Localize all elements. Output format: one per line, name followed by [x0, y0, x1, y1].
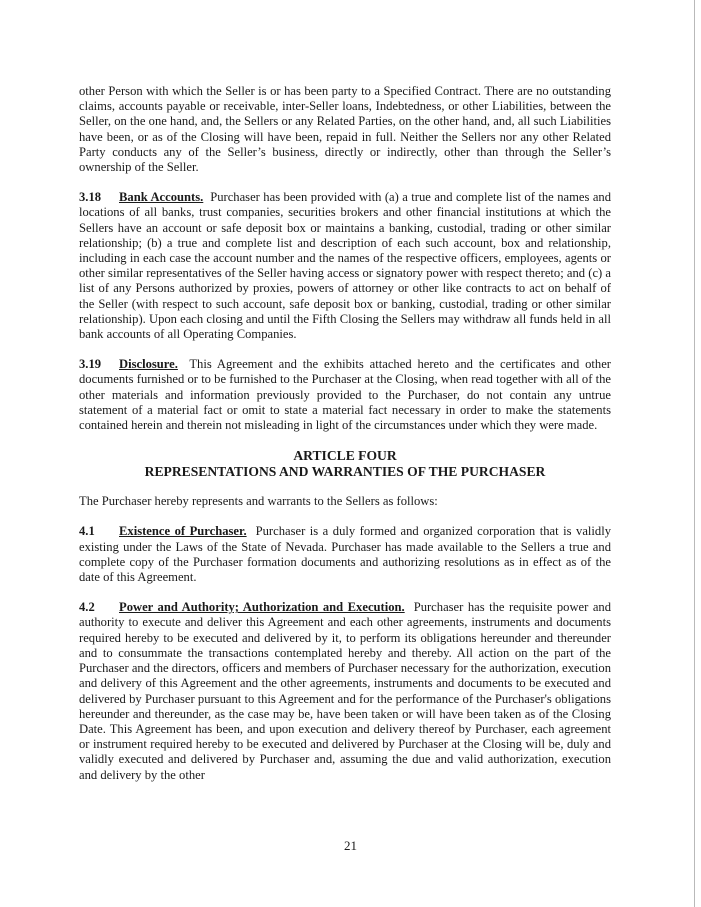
section-body: This Agreement and the exhibits attached hereto and the certificates and other documents furnished or to be furnished to the Purchaser at the Closing, when read together with all of the other materials and information previously provided to the Purchaser, do not contain any untrue statement of a material fact or omit to state a material fact necessary in order to make the statements contained herein and therein not misleading in light of the circumstances under which they were made.: [79, 357, 611, 433]
section-number: 3.19: [79, 357, 102, 372]
section-body: Purchaser has been provided with (a) a true and complete list of the names and locations of all banks, trust companies, securities brokers and other financial institutions at which the Sellers have an account or safe deposit box or maintains a banking, custodial, trading or other similar relationship; (b) a true and complete list and description of each such account, box and relationship, including in each case the account number and the names of the respective officers, employees, agents or other similar representatives of the Seller having access or signatory power with respect thereto; and (c) a list of any Persons authorized by proxies, powers of attorney or other like contracts to act on behalf of the Seller (with respect to such account, safe deposit box or banking, custodial, trading or other similar relationship). Upon each closing and until the Fifth Closing the Sellers may withdraw all funds held in all bank accounts of all Operating Companies.: [79, 190, 612, 342]
section-4-2: [79, 600, 611, 782]
section-body: Purchaser has the requisite power and authority to execute and deliver this Agreement and each other agreements, instruments and documents required hereby to be executed and delivered by it, to perform its obligations hereunder and thereunder and to consummate the transactions contemplated hereby and thereby. All action on the part of the Purchaser and the directors, officers and members of Purchaser necessary for the authorization, execution and delivery of this Agreement and the other agreements, instruments and documents to be executed and delivered by Purchaser pursuant to this Agreement and for the performance of the Purchaser's obligations hereunder and thereunder, as the case may be, have been taken or will have been taken as of the Closing Date. This Agreement has been, and upon execution and delivery thereof by Purchaser, each agreement or instrument required hereby to be executed and delivered by Purchaser at the Closing will be, duly and validly executed and delivered by Purchaser and, assuming the due and valid authorization, execution and delivery by the other: [79, 600, 612, 782]
section-heading: Bank Accounts.: [119, 190, 204, 205]
document-page: [79, 84, 611, 798]
section-number: 4.1: [79, 524, 95, 539]
paragraph-continued: other Person with which the Seller is or has been party to a Specified Contract. There are no outstanding claims, accounts payable or receivable, inter-Seller loans, Indebtedness, or other Liabilities, between the Seller, on the one hand, and, the Sellers or any Related Parties, on the other hand, and, all such Liabilities have been, or as of the Closing will have been, repaid in full. Neither the Sellers nor any other Related Party conducts any of the Seller’s business, directly or indirectly, other than through the Seller’s ownership of the Seller.: [79, 84, 611, 175]
article-subtitle: REPRESENTATIONS AND WARRANTIES OF THE PURCHASER: [144, 464, 546, 480]
section-heading: Existence of Purchaser.: [119, 524, 247, 539]
section-number: 3.18: [79, 190, 102, 205]
section-heading: Disclosure.: [119, 357, 178, 372]
page-number: 21: [344, 838, 357, 853]
section-3-19: [79, 357, 611, 433]
article-heading: [79, 448, 611, 480]
article-intro: The Purchaser hereby represents and warrants to the Sellers as follows:: [79, 494, 438, 509]
section-heading: Power and Authority; Authorization and Execution.: [119, 600, 405, 615]
section-number: 4.2: [79, 600, 95, 615]
section-3-18: [79, 190, 611, 342]
article-title: ARTICLE FOUR: [293, 448, 397, 464]
scan-edge-line: [694, 0, 695, 907]
section-body: Purchaser is a duly formed and organized corporation that is validly existing under the Laws of the State of Nevada. Purchaser has made available to the Sellers a true and complete copy of the Purchaser formation documents and authorizing resolutions as in effect as of the date of this Agreement.: [79, 524, 611, 585]
section-4-1: [79, 524, 611, 585]
